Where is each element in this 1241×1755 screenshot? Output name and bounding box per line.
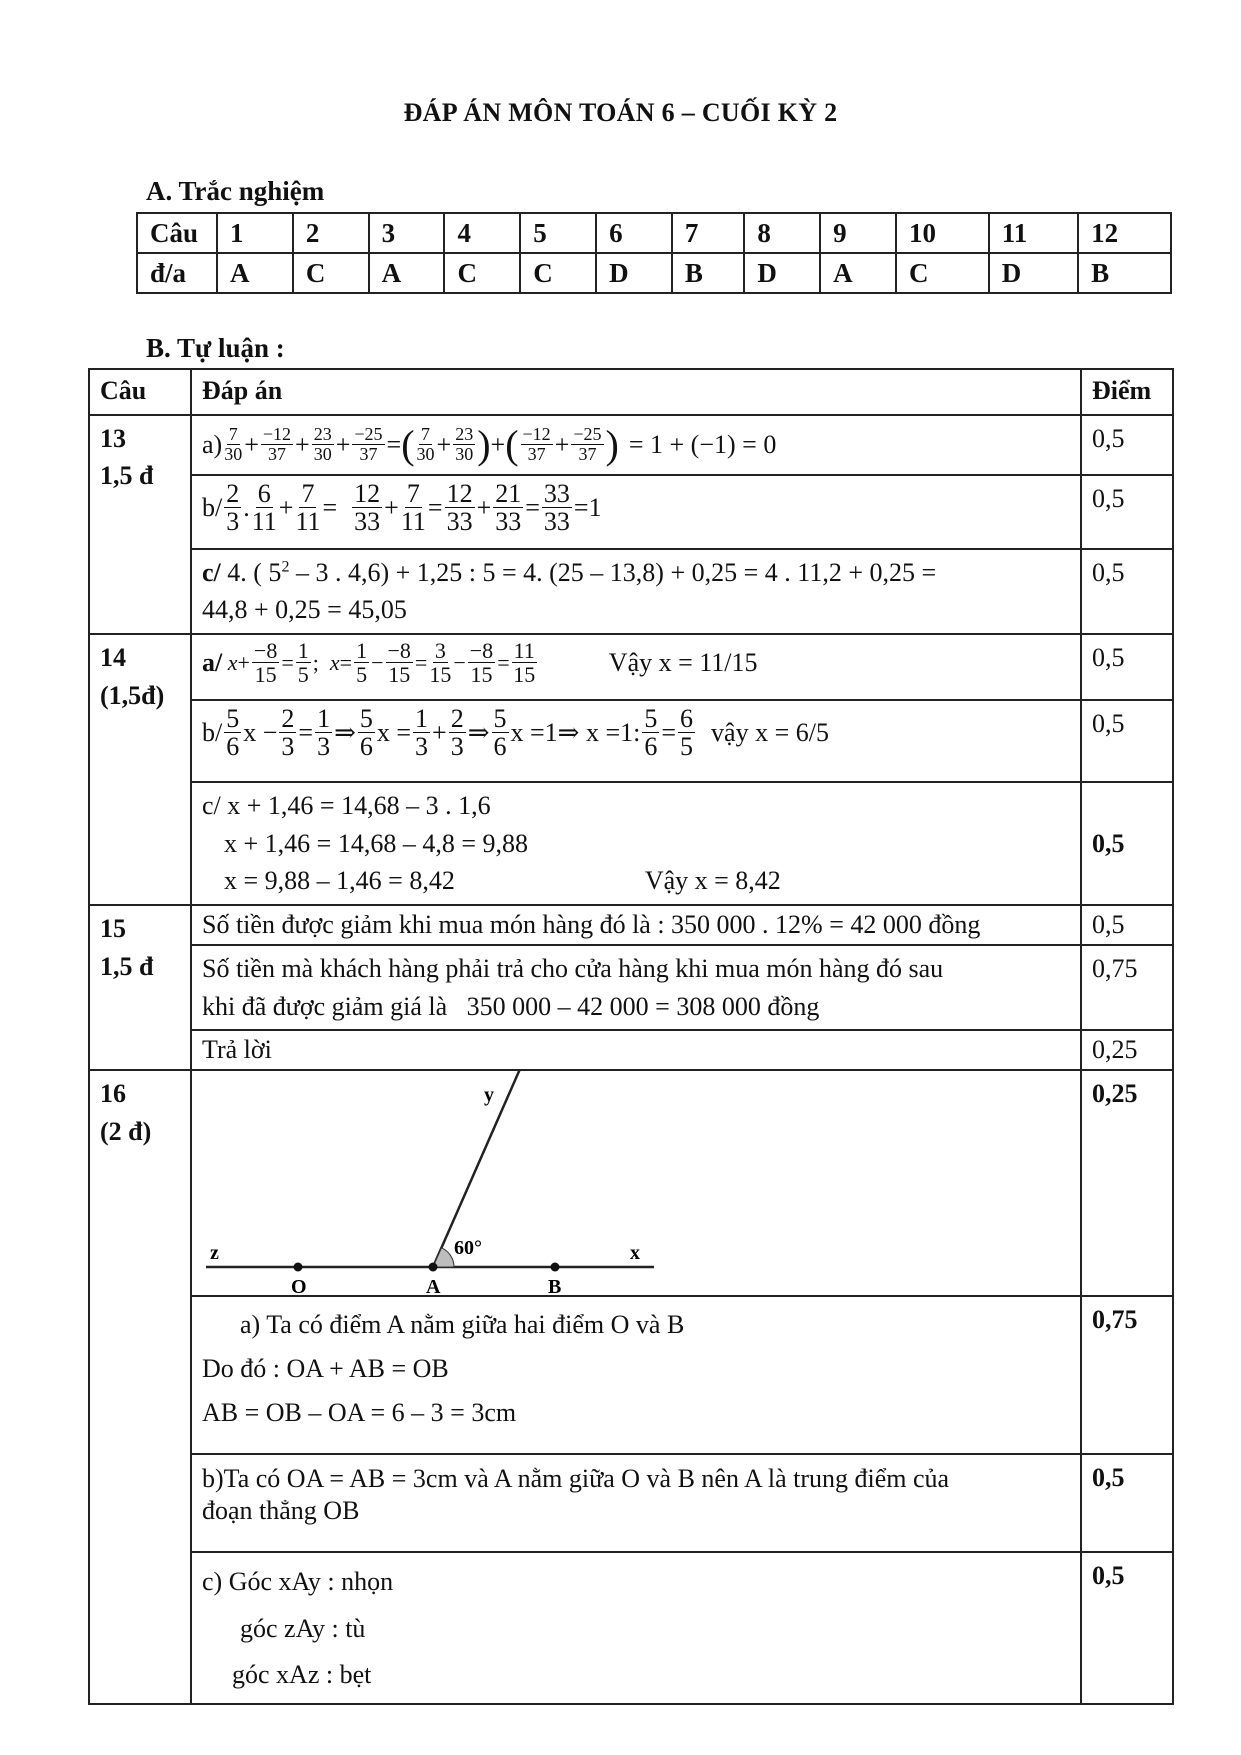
fraction: $\frac{-12}{37}$ — [262, 424, 292, 465]
essay-table — [88, 368, 1174, 1705]
q16-row-c — [89, 1552, 1173, 1704]
q14b-result: vậy x = 6/5 — [711, 718, 829, 748]
q13b-prefix: b/ — [202, 492, 223, 522]
fraction: $\frac{1}{3}$ — [317, 704, 331, 762]
essay-header-row — [89, 369, 1173, 415]
fraction: $\frac{2}{3}$ — [281, 704, 295, 762]
q16-row-a — [89, 1296, 1173, 1454]
fraction: $\frac{-25}{37}$ — [354, 424, 383, 465]
mc-question-number: 9 — [820, 213, 896, 253]
q14c-answer — [191, 782, 1081, 905]
q13-row-b — [89, 475, 1173, 549]
q13b-points: 0,5 — [1081, 475, 1173, 549]
q15-r3-points: 0,25 — [1081, 1030, 1173, 1070]
fraction: $\frac{11}{15}$ — [513, 638, 536, 688]
mc-row-label: đ/a — [137, 253, 217, 293]
q14b-answer: b/ $\frac{5}{6}$ x − $\frac{2}{3}$ = $\frac{1}{3}$ ⇒ $\frac{5}{6}$ x = $\frac{1}{3}$ + $\frac{2}{3}$ ⇒ $\frac{5}{6}$ x =1⇒ x =1: $\frac{5}{6}$ = $\frac{6}{5}$ vậy x = 6/5 — [191, 700, 1081, 782]
mc-question-number: 4 — [444, 213, 520, 253]
page-title: ĐÁP ÁN MÔN TOÁN 6 – CUỐI KỲ 2 — [403, 98, 838, 127]
mc-answer: A — [369, 253, 445, 293]
q16-row-b — [89, 1454, 1173, 1552]
q14c-line3: x = 9,88 – 1,46 = 8,42 — [224, 866, 455, 896]
mc-question-number: 12 — [1078, 213, 1171, 253]
fraction: $\frac{23}{30}$ — [455, 424, 474, 465]
label-x: x — [630, 1241, 640, 1264]
mc-question-number: 10 — [896, 213, 989, 253]
fraction: $\frac{7}{11}$ — [400, 478, 426, 536]
mc-question-number: 2 — [293, 213, 369, 253]
fraction: $\frac{5}{6}$ — [359, 704, 373, 762]
fraction: $\frac{2}{3}$ — [226, 478, 240, 536]
mc-answer: D — [596, 253, 672, 293]
q15-r2-points: 0,75 — [1081, 945, 1173, 1030]
label-o: O — [291, 1275, 307, 1298]
fraction: $\frac{5}{6}$ — [644, 704, 658, 762]
header-answer: Đáp án — [191, 369, 1081, 415]
mc-answer: A — [820, 253, 896, 293]
multiple-choice-table — [136, 212, 1172, 294]
fraction: $\frac{7}{11}$ — [295, 478, 321, 536]
mc-answer: B — [672, 253, 744, 293]
q16c-line1: c) Góc xAy : nhọn — [202, 1566, 394, 1596]
fraction: $\frac{3}{15}$ — [429, 638, 452, 688]
fraction: $\frac{1}{5}$ — [356, 638, 368, 688]
q16c-points: 0,5 — [1081, 1552, 1173, 1704]
q16a-line2: Do đó : OA + AB = OB — [202, 1354, 449, 1384]
header-points: Điểm — [1081, 369, 1173, 415]
q13-number: 13 — [100, 423, 126, 453]
mc-answer: C — [520, 253, 596, 293]
q15-line1: Số tiền được giảm khi mua món hàng đó là : 350 000 . 12% = 42 000 đồng — [191, 905, 1081, 945]
header-question: Câu — [89, 369, 191, 415]
fraction: $\frac{6}{11}$ — [251, 478, 277, 536]
mc-answer: C — [896, 253, 989, 293]
q14a-points: 0,5 — [1081, 634, 1173, 700]
q16-row-figure — [89, 1070, 1173, 1296]
label-z: z — [210, 1241, 219, 1264]
fraction: $\frac{7}{30}$ — [224, 424, 243, 465]
mc-answer: A — [217, 253, 293, 293]
label-y: y — [484, 1083, 494, 1106]
mc-question-number: 3 — [369, 213, 445, 253]
q16-points-total: (2 đ) — [100, 1116, 152, 1146]
fraction: $\frac{7}{30}$ — [416, 424, 435, 465]
q16a-points: 0,75 — [1081, 1296, 1173, 1454]
q15-row-2 — [89, 945, 1173, 1030]
mc-row-label: Câu — [137, 213, 217, 253]
q15-r1-points: 0,5 — [1081, 905, 1173, 945]
mc-answer: D — [989, 253, 1078, 293]
q13-row-a — [89, 415, 1173, 475]
q16c-line3: góc xAz : bẹt — [232, 1660, 372, 1690]
mc-question-row — [137, 213, 1171, 253]
q14c-line2: x + 1,46 = 14,68 – 4,8 = 9,88 — [224, 828, 528, 858]
mc-answer: D — [744, 253, 820, 293]
q14c-result: Vậy x = 8,42 — [644, 866, 781, 896]
label-b: B — [548, 1275, 562, 1298]
q15-row-3 — [89, 1030, 1173, 1070]
q13c-line2: 44,8 + 0,25 = 45,05 — [202, 595, 407, 625]
fraction: $\frac{6}{5}$ — [680, 704, 694, 762]
q14-cell — [89, 634, 191, 905]
point-b — [551, 1262, 560, 1271]
q13c-answer: c/ 4. ( $5^2 - 3$ . 4,6) + 1,25 : 5 = 4. (25 – 13,8) + 0,25 = 4 . 11,2 + 0,25 = 44,8 + 0,25 = 45,05 — [191, 549, 1081, 634]
fraction: $\frac{21}{33}$ — [495, 478, 522, 536]
q16b-answer — [191, 1454, 1081, 1552]
fraction: $\frac{2}{3}$ — [450, 704, 464, 762]
q16c-answer — [191, 1552, 1081, 1704]
fraction: $\frac{-8}{15}$ — [387, 638, 411, 688]
section-a-heading: A. Trắc nghiệm — [146, 176, 325, 206]
q14c-points: 0,5 — [1081, 782, 1173, 905]
q13c-points: 0,5 — [1081, 549, 1173, 634]
q14-row-b — [89, 700, 1173, 782]
q15-answer-line: Trả lời — [191, 1030, 1081, 1070]
fraction: $\frac{-8}{15}$ — [253, 638, 278, 688]
fraction: $\frac{5}{6}$ — [226, 704, 240, 762]
fraction: $\frac{-25}{37}$ — [573, 424, 602, 465]
q15-number: 15 — [100, 914, 126, 944]
q16-figure-cell — [191, 1070, 1081, 1296]
q16-figure-points: 0,25 — [1081, 1070, 1173, 1296]
q13b-answer: b/ $\frac{2}{3}$ . $\frac{6}{11}$ + $\frac{7}{11}$ = $\frac{12}{33}$ + $\frac{7}{11}$ = $\frac{12}{33}$ + $\frac{21}{33}$ = $\frac{33}{33}$ =1 — [191, 475, 1081, 549]
fraction: $\frac{1}{5}$ — [297, 638, 309, 688]
q13-row-c — [89, 549, 1173, 634]
mc-answer-row — [137, 253, 1171, 293]
q14a-answer: a/ x + $\frac{-8}{15}$ = $\frac{1}{5}$ ; x = $\frac{1}{5}$ − $\frac{-8}{15}$ = $\frac{3}{15}$ − $\frac{-8}{15}$ = $\frac{11}{15}$ Vậy x = 11/15 — [191, 634, 1081, 700]
geometry-figure — [192, 1071, 1082, 1301]
mc-question-number: 7 — [672, 213, 744, 253]
q16b-points: 0,5 — [1081, 1454, 1173, 1552]
q14-points-total: (1,5đ) — [100, 680, 165, 710]
q13-cell — [89, 415, 191, 634]
fraction: $\frac{12}{33}$ — [446, 478, 473, 536]
mc-question-number: 11 — [989, 213, 1078, 253]
q16b-line2: đoạn thẳng OB — [202, 1496, 360, 1526]
fraction: $\frac{23}{30}$ — [313, 424, 332, 465]
q16-number: 16 — [100, 1078, 126, 1108]
mc-question-number: 5 — [520, 213, 596, 253]
mc-question-number: 8 — [744, 213, 820, 253]
q14-row-a — [89, 634, 1173, 700]
q13a-result: = 1 + (−1) = 0 — [628, 429, 777, 459]
q13b-result: =1 — [573, 492, 602, 522]
q13a-points: 0,5 — [1081, 415, 1173, 475]
q14a-prefix: a/ — [202, 647, 223, 677]
q13a-answer: a) $\frac{7}{30}$ + $\frac{-12}{37}$ + $\frac{23}{30}$ + $\frac{-25}{37}$ = ( $\frac{7}{30}$ + $\frac{23}{30}$ ) + ( $\frac{-12}{37}$ + $\frac{-25}{37}$ ) = 1 + (−1) = 0 — [191, 415, 1081, 475]
fraction: $\frac{-8}{15}$ — [469, 638, 494, 688]
q16-cell — [89, 1070, 191, 1704]
q13-points-total: 1,5 đ — [100, 461, 154, 491]
fraction: $\frac{33}{33}$ — [543, 478, 570, 536]
fraction: $\frac{-12}{37}$ — [522, 424, 551, 465]
mc-answer: B — [1078, 253, 1171, 293]
q15-row-1 — [89, 905, 1173, 945]
q14b-prefix: b/ — [202, 718, 223, 748]
q16b-line1: b)Ta có OA = AB = 3cm và A nằm giữa O và B nên A là trung điểm của — [202, 1463, 950, 1493]
q14-row-c — [89, 782, 1173, 905]
q15-line2: Số tiền mà khách hàng phải trả cho cửa hàng khi mua món hàng đó sau khi đã được giảm giá là 350 000 – 42 000 = 308 000 đồng — [191, 945, 1081, 1030]
mc-question-number: 1 — [217, 213, 293, 253]
fraction: $\frac{12}{33}$ — [354, 478, 381, 536]
point-a — [429, 1262, 438, 1271]
label-a: A — [426, 1275, 441, 1298]
q14a-result: Vậy x = 11/15 — [608, 647, 758, 677]
q14b-points: 0,5 — [1081, 700, 1173, 782]
q16c-line2: góc zAy : tù — [240, 1613, 366, 1643]
q15-cell — [89, 905, 191, 1070]
q16a-line3: AB = OB – OA = 6 – 3 = 3cm — [202, 1398, 517, 1428]
q14c-line1: c/ x + 1,46 = 14,68 – 3 . 1,6 — [202, 791, 491, 821]
section-b-heading: B. Tự luận : — [146, 333, 285, 363]
mc-question-number: 6 — [596, 213, 672, 253]
label-angle: 60° — [454, 1236, 482, 1259]
fraction: $\frac{1}{3}$ — [415, 704, 429, 762]
mc-answer: C — [293, 253, 369, 293]
q13a-prefix: a) — [202, 429, 223, 459]
q14-number: 14 — [100, 643, 126, 673]
q16a-line1: a) Ta có điểm A nằm giữa hai điểm O và B — [240, 1309, 685, 1339]
mc-answer: C — [444, 253, 520, 293]
q15-points-total: 1,5 đ — [100, 951, 154, 981]
fraction: $\frac{5}{6}$ — [493, 704, 507, 762]
q16a-answer — [191, 1296, 1081, 1454]
point-o — [294, 1262, 303, 1271]
